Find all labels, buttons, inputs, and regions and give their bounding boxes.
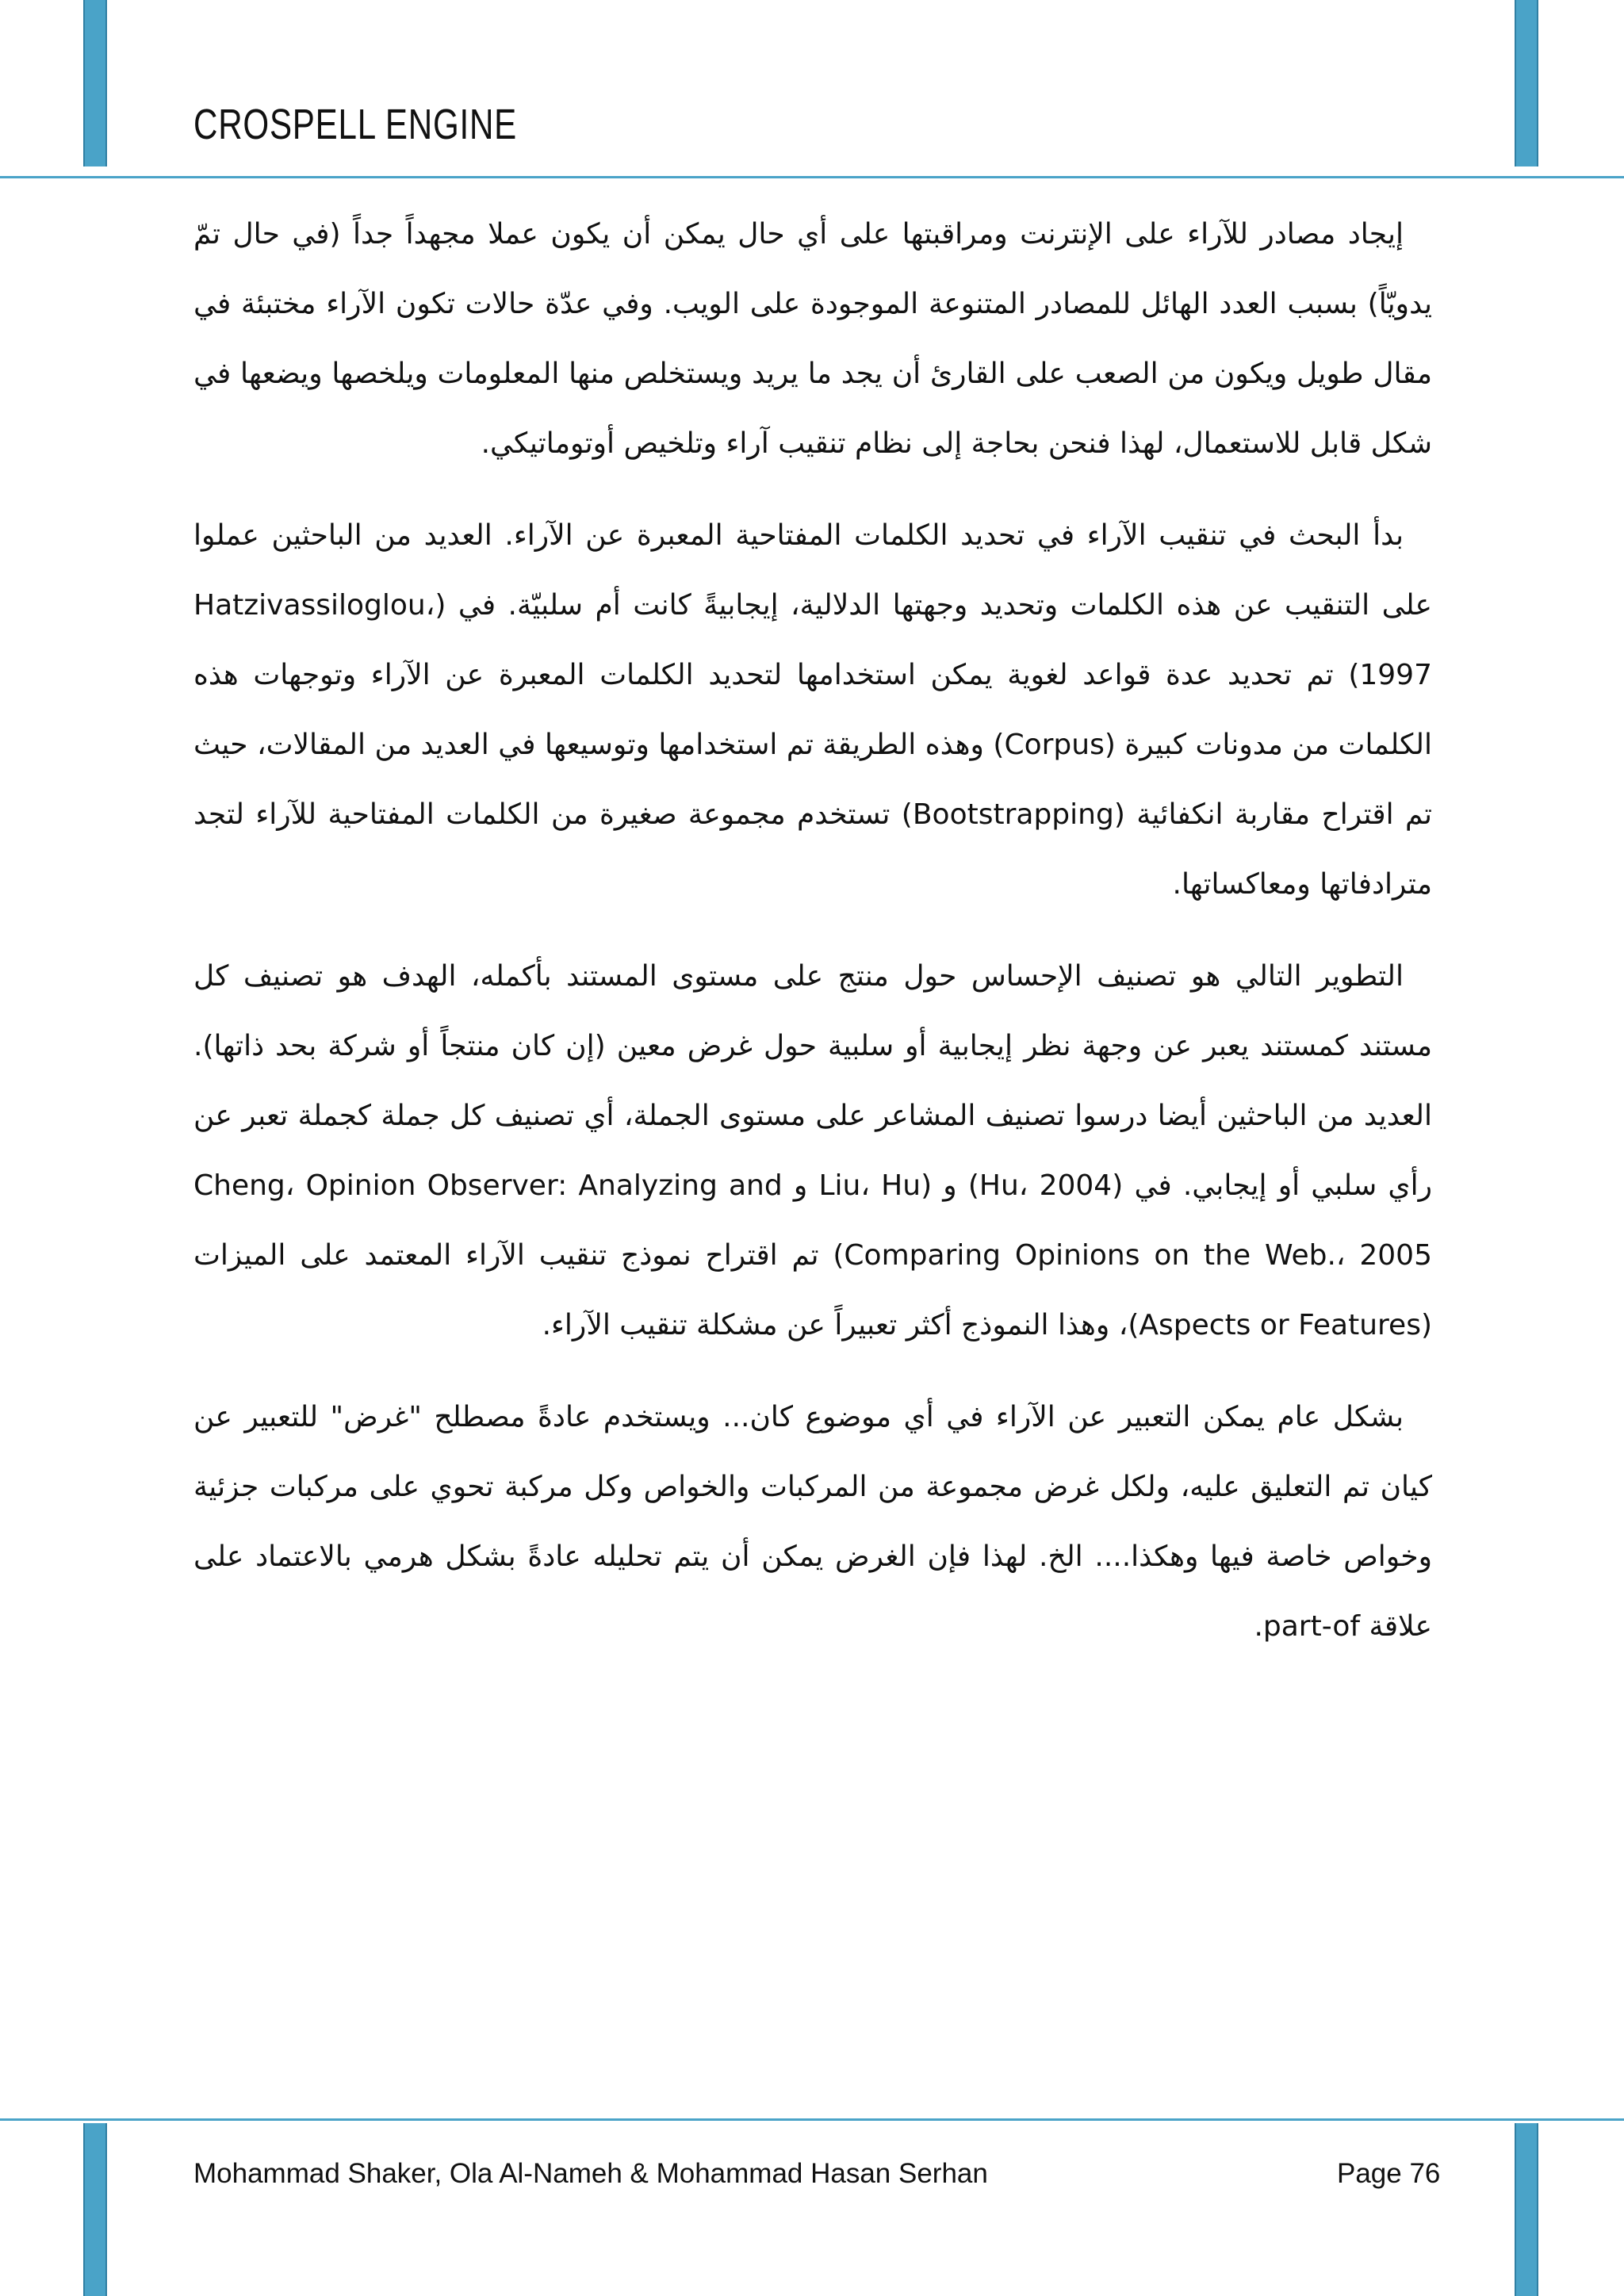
document-body bbox=[193, 200, 1432, 1684]
paragraph-1: إيجاد مصادر للآراء على الإنترنت ومراقبتها على أي حال يمكن أن يكون عملا مجهداً جداً (في حال تمّ يدويّاً) بسبب العدد الهائل للمصادر المتنوعة الموجودة على الويب. وفي عدّة حالات تكون الآراء مختبئة في مقال طويل ويكون من الصعب على القارئ أن يجد ما يريد ويستخلص منها المعلومات ويلخصها ويضعها في شكل قابل للاستعمال، لهذا فنحن بحاجة إلى نظام تنقيب آراء وتلخيص أوتوماتيكي. bbox=[193, 218, 1432, 460]
header-left-accent-bar bbox=[83, 0, 107, 166]
page-header-title: CROSPELL ENGINE bbox=[193, 101, 518, 148]
page-number: Page 76 bbox=[1337, 2158, 1441, 2189]
footer-rule bbox=[0, 2118, 1624, 2121]
paragraph-4: بشكل عام يمكن التعبير عن الآراء في أي موضوع كان... ويستخدم عادةً مصطلح "غرض" للتعبير عن كيان تم التعليق عليه، ولكل غرض مجموعة من المركبات والخواص وكل مركبة تحوي على مركبات جزئية وخواص خاصة فيها وهكذا.... الخ. لهذا فإن الغرض يمكن أن يتم تحليله عادةً بشكل هرمي بالاعتماد على علاقة part-of. bbox=[193, 1401, 1432, 1643]
paragraph-3: التطوير التالي هو تصنيف الإحساس حول منتج على مستوى المستند بأكمله، الهدف هو تصنيف كل مستند كمستند يعبر عن وجهة نظر إيجابية أو سلبية حول غرض معين (إن كان منتجاً أو شركة بحد ذاتها). العديد من الباحثين أيضا درسوا تصنيف المشاعر على مستوى الجملة، أي تصنيف كل جملة كجملة تعبر عن رأي سلبي أو إيجابي. في (Hu، 2004) و (Liu، Hu و Cheng، Opinion Observer: Analyzing and Comparing Opinions on the Web.، 2005) تم اقتراح نموذج تنقيب الآراء المعتمد على الميزات (Aspects or Features)، وهذا النموذج أكثر تعبيراً عن مشكلة تنقيب الآراء. bbox=[193, 960, 1432, 1341]
footer-authors: Mohammad Shaker, Ola Al-Nameh & Mohammad Hasan Serhan bbox=[193, 2158, 988, 2189]
header-rule bbox=[0, 176, 1624, 178]
footer-right-accent-bar bbox=[1515, 2123, 1538, 2296]
footer-left-accent-bar bbox=[83, 2123, 107, 2296]
paragraph-2: بدأ البحث في تنقيب الآراء في تحديد الكلمات المفتاحية المعبرة عن الآراء. العديد من الباحثين عملوا على التنقيب عن هذه الكلمات وتحديد وجهتها الدلالية، إيجابيةً كانت أم سلبيّة. في (Hatzivassiloglou، 1997) تم تحديد عدة قواعد لغوية يمكن استخدامها لتحديد الكلمات المعبرة عن الآراء وتوجهات هذه الكلمات من مدونات كبيرة (Corpus) وهذه الطريقة تم استخدامها وتوسيعها في العديد من المقالات، حيث تم اقتراح مقاربة انكفائية (Bootstrapping) تستخدم مجموعة صغيرة من الكلمات المفتاحية للآراء لتجد مترادفاتها ومعاكساتها. bbox=[193, 519, 1432, 901]
header-right-accent-bar bbox=[1515, 0, 1538, 166]
